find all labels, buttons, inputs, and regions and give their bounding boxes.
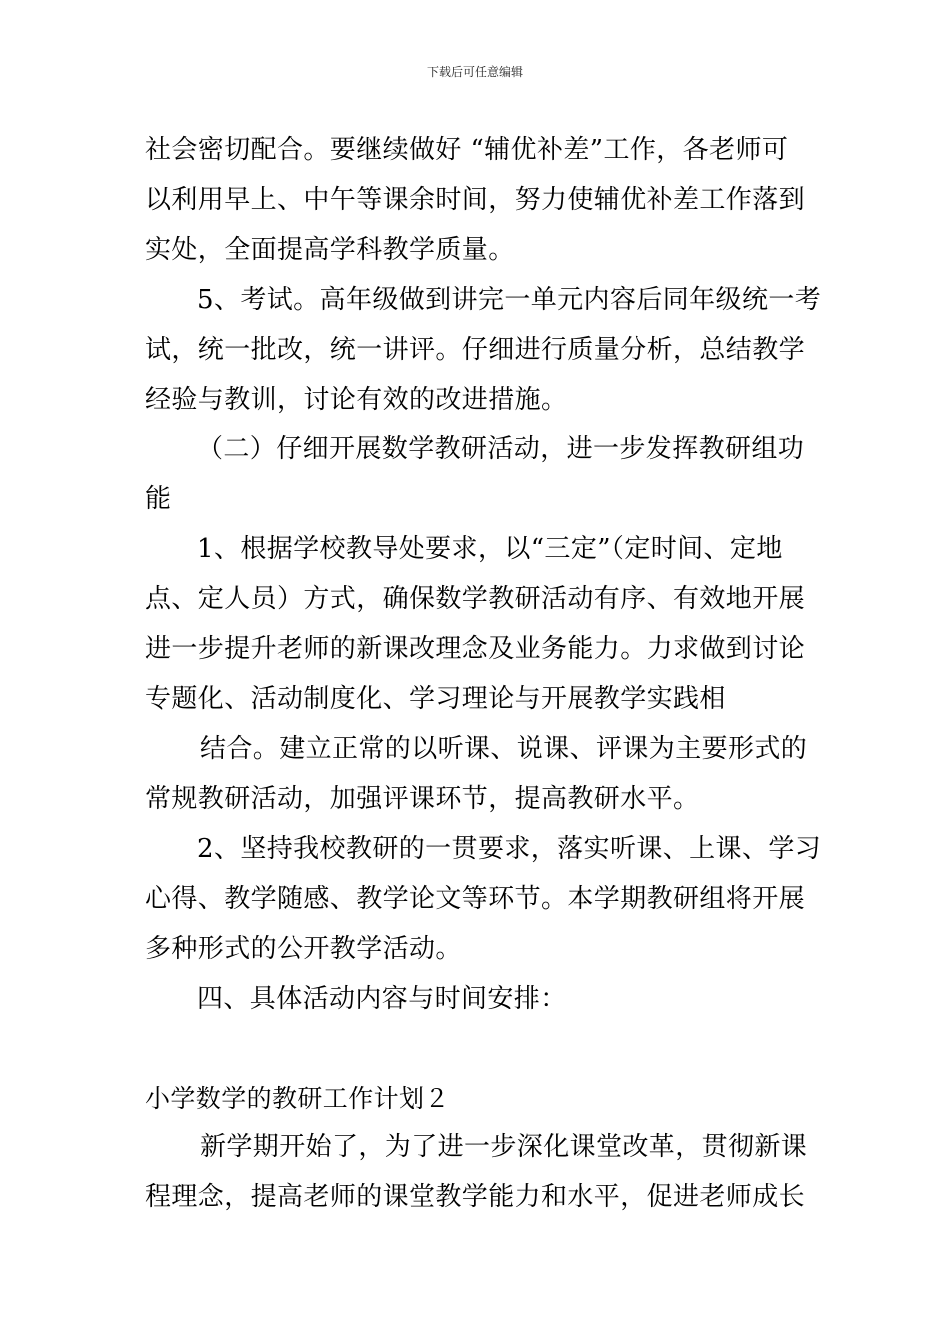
- section-heading: （二）仔细开展数学教研活动，进一步发挥教研组功: [197, 434, 805, 464]
- text-line: 多种形式的公开教学活动。: [145, 934, 462, 964]
- text-line: 经验与教训，讨论有效的改进措施。: [145, 385, 568, 415]
- text-line: 进一步提升老师的新课改理念及业务能力。力求做到讨论: [145, 634, 806, 664]
- section-heading-continued: 能: [145, 484, 172, 514]
- text-line: 1、根据学校教导处要求，以“三定”（定时间、定地: [197, 534, 783, 564]
- text-line: 2、坚持我校教研的一贯要求，落实听课、上课、学习: [197, 834, 822, 864]
- text-line: 专题化、活动制度化、学习理论与开展教学实践相: [145, 684, 726, 714]
- text-line: 程理念，提高老师的课堂教学能力和水平，促进老师成长: [145, 1182, 806, 1212]
- text-line: 5、考试。高年级做到讲完一单元内容后同年级统一考: [197, 285, 822, 315]
- text-line: 新学期开始了，为了进一步深化课堂改革，贯彻新课: [200, 1132, 808, 1162]
- text-line: 点、定人员）方式，确保数学教研活动有序、有效地开展: [145, 584, 806, 614]
- text-line: 社会密切配合。要继续做好 “辅优补差”工作，各老师可: [145, 135, 789, 165]
- page-header: 下载后可任意编辑: [426, 65, 523, 79]
- text-line: 实处，全面提高学科教学质量。: [145, 235, 515, 265]
- text-line: 以利用早上、中午等课余时间，努力使辅优补差工作落到: [145, 185, 806, 215]
- section-heading: 四、具体活动内容与时间安排：: [197, 984, 567, 1014]
- text-line: 结合。建立正常的以听课、说课、评课为主要形式的: [200, 734, 808, 764]
- text-line: 心得、教学随感、教学论文等环节。本学期教研组将开展: [145, 884, 806, 914]
- document-title: 小学数学的教研工作计划２: [145, 1084, 450, 1113]
- text-line: 试，统一批改，统一讲评。仔细进行质量分析，总结教学: [145, 335, 806, 365]
- text-line: 常规教研活动，加强评课环节，提高教研水平。: [145, 784, 700, 814]
